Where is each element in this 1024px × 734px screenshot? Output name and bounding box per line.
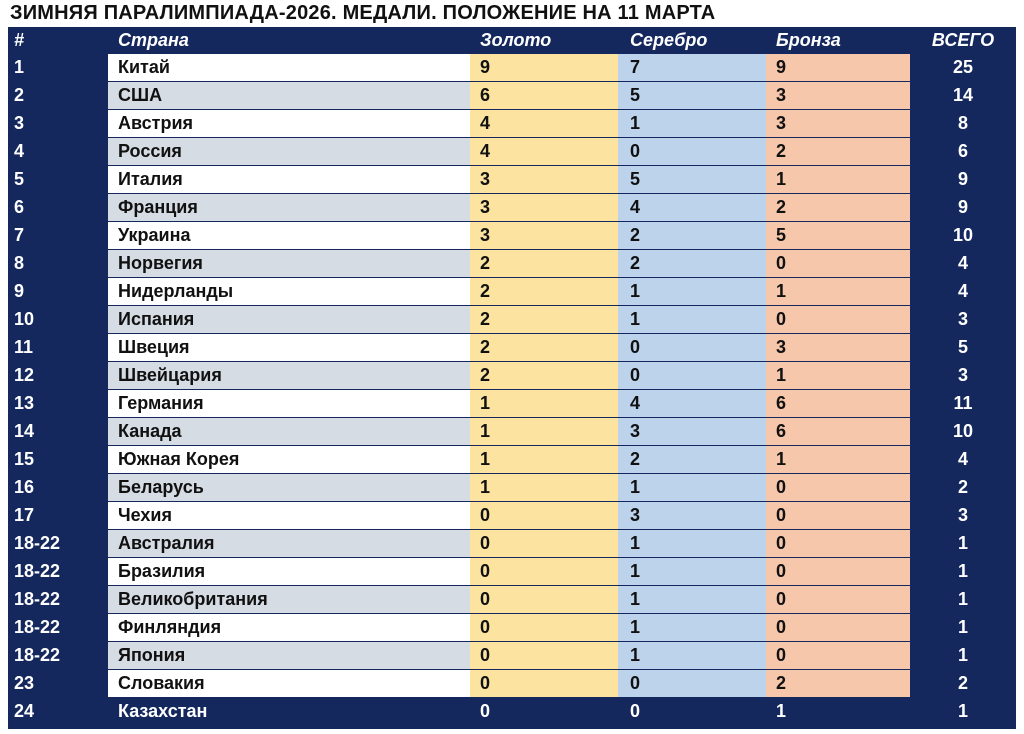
rank-cell: 23 (14, 673, 35, 693)
rank-cell: 8 (14, 253, 25, 273)
country-cell: Япония (108, 642, 470, 670)
bronze-cell: 5 (766, 222, 910, 250)
table-row (8, 194, 1016, 222)
gold-cell: 0 (470, 698, 618, 726)
bronze-cell: 2 (766, 194, 910, 222)
header-silver: Серебро (630, 30, 708, 50)
country-cell: США (108, 82, 470, 110)
gold-cell: 0 (470, 614, 618, 642)
silver-cell: 1 (618, 586, 766, 614)
header-bronze: Бронза (776, 30, 841, 50)
bronze-cell: 6 (766, 390, 910, 418)
total-cell: 6 (957, 141, 968, 161)
silver-cell: 1 (618, 278, 766, 306)
country-cell: Казахстан (108, 698, 470, 726)
silver-cell: 0 (618, 334, 766, 362)
gold-cell: 1 (470, 418, 618, 446)
gold-cell: 0 (470, 530, 618, 558)
country-cell: Италия (108, 166, 470, 194)
silver-cell: 4 (618, 194, 766, 222)
total-cell: 1 (957, 617, 968, 637)
rank-cell: 24 (14, 701, 35, 721)
table-row (8, 334, 1016, 362)
silver-cell: 3 (618, 418, 766, 446)
silver-cell: 5 (618, 166, 766, 194)
country-cell: Китай (108, 54, 470, 82)
page-title: ЗИМНЯЯ ПАРАЛИМПИАДА-2026. МЕДАЛИ. ПОЛОЖЕНИЕ НА 11 МАРТА (10, 2, 716, 24)
country-cell: Норвегия (108, 250, 470, 278)
table-row (8, 670, 1016, 698)
bronze-cell: 0 (766, 306, 910, 334)
total-cell: 3 (957, 365, 968, 385)
country-cell: Германия (108, 390, 470, 418)
total-cell: 2 (957, 673, 968, 693)
rank-cell: 9 (14, 281, 25, 301)
gold-cell: 2 (470, 362, 618, 390)
rank-cell: 14 (14, 421, 35, 441)
country-cell: Австралия (108, 530, 470, 558)
rank-cell: 5 (14, 169, 25, 189)
bronze-cell: 6 (766, 418, 910, 446)
country-cell: Россия (108, 138, 470, 166)
rank-cell: 3 (14, 113, 25, 133)
table-row (8, 250, 1016, 278)
gold-cell: 1 (470, 474, 618, 502)
silver-cell: 1 (618, 474, 766, 502)
gold-cell: 3 (470, 166, 618, 194)
bronze-cell: 0 (766, 250, 910, 278)
country-cell: Нидерланды (108, 278, 470, 306)
country-cell: Швейцария (108, 362, 470, 390)
silver-cell: 1 (618, 642, 766, 670)
bronze-cell: 1 (766, 278, 910, 306)
gold-cell: 2 (470, 334, 618, 362)
total-cell: 1 (957, 533, 968, 553)
bronze-cell: 0 (766, 474, 910, 502)
gold-cell: 3 (470, 194, 618, 222)
rank-cell: 6 (14, 197, 25, 217)
bronze-cell: 0 (766, 642, 910, 670)
rank-cell: 1 (14, 57, 25, 77)
table-row (8, 138, 1016, 166)
table-row (8, 306, 1016, 334)
bronze-cell: 0 (766, 586, 910, 614)
table-row (8, 698, 1016, 726)
rank-cell: 18-22 (14, 533, 61, 553)
silver-cell: 0 (618, 138, 766, 166)
gold-cell: 0 (470, 670, 618, 698)
country-cell: Чехия (108, 502, 470, 530)
bronze-cell: 1 (766, 362, 910, 390)
total-cell: 14 (952, 85, 974, 105)
silver-cell: 2 (618, 222, 766, 250)
total-cell: 10 (952, 225, 974, 245)
bronze-cell: 2 (766, 138, 910, 166)
silver-cell: 0 (618, 362, 766, 390)
table-row (8, 642, 1016, 670)
total-cell: 9 (957, 169, 968, 189)
rank-cell: 7 (14, 225, 25, 245)
silver-cell: 7 (618, 54, 766, 82)
header-rank: # (14, 30, 25, 50)
gold-cell: 1 (470, 390, 618, 418)
country-cell: Австрия (108, 110, 470, 138)
rank-cell: 18-22 (14, 645, 61, 665)
total-cell: 10 (952, 421, 974, 441)
total-cell: 1 (957, 701, 968, 721)
table-row (8, 54, 1016, 82)
total-cell: 3 (957, 505, 968, 525)
bronze-cell: 9 (766, 54, 910, 82)
silver-cell: 4 (618, 390, 766, 418)
table-row (8, 502, 1016, 530)
country-cell: Словакия (108, 670, 470, 698)
table-row (8, 418, 1016, 446)
header-total: ВСЕГО (931, 30, 995, 50)
country-cell: Канада (108, 418, 470, 446)
table-row (8, 362, 1016, 390)
silver-cell: 0 (618, 670, 766, 698)
total-cell: 3 (957, 309, 968, 329)
table-row (8, 530, 1016, 558)
bronze-cell: 0 (766, 558, 910, 586)
header-country: Страна (118, 30, 189, 50)
bronze-cell: 0 (766, 530, 910, 558)
country-cell: Беларусь (108, 474, 470, 502)
gold-cell: 4 (470, 110, 618, 138)
country-cell: Бразилия (108, 558, 470, 586)
table-row (8, 558, 1016, 586)
total-cell: 1 (957, 561, 968, 581)
silver-cell: 1 (618, 558, 766, 586)
total-cell: 4 (957, 449, 968, 469)
rank-cell: 18-22 (14, 617, 61, 637)
table-row (8, 390, 1016, 418)
table-row (8, 110, 1016, 138)
silver-cell: 3 (618, 502, 766, 530)
silver-cell: 1 (618, 110, 766, 138)
silver-cell: 1 (618, 614, 766, 642)
total-cell: 2 (957, 477, 968, 497)
silver-cell: 1 (618, 306, 766, 334)
table-row (8, 278, 1016, 306)
gold-cell: 0 (470, 502, 618, 530)
silver-cell: 2 (618, 446, 766, 474)
country-cell: Украина (108, 222, 470, 250)
total-cell: 4 (957, 253, 968, 273)
gold-cell: 4 (470, 138, 618, 166)
bronze-cell: 3 (766, 110, 910, 138)
silver-cell: 0 (618, 698, 766, 726)
total-cell: 25 (952, 57, 974, 77)
header-gold: Золото (480, 30, 552, 50)
rank-cell: 4 (14, 141, 25, 161)
medal-table-container (8, 27, 1016, 729)
silver-cell: 5 (618, 82, 766, 110)
rank-cell: 15 (14, 449, 35, 469)
country-cell: Швеция (108, 334, 470, 362)
total-cell: 5 (957, 337, 968, 357)
country-cell: Франция (108, 194, 470, 222)
bronze-cell: 2 (766, 670, 910, 698)
medal-table (8, 27, 1016, 725)
table-row (8, 82, 1016, 110)
bronze-cell: 1 (766, 446, 910, 474)
total-cell: 1 (957, 589, 968, 609)
table-row (8, 586, 1016, 614)
rank-cell: 18-22 (14, 589, 61, 609)
rank-cell: 17 (14, 505, 35, 525)
bronze-cell: 0 (766, 502, 910, 530)
table-body (8, 54, 1016, 725)
table-row (8, 166, 1016, 194)
gold-cell: 3 (470, 222, 618, 250)
table-row (8, 614, 1016, 642)
silver-cell: 1 (618, 530, 766, 558)
rank-cell: 16 (14, 477, 35, 497)
table-row (8, 446, 1016, 474)
rank-cell: 12 (14, 365, 35, 385)
gold-cell: 2 (470, 250, 618, 278)
gold-cell: 9 (470, 54, 618, 82)
table-row (8, 474, 1016, 502)
rank-cell: 11 (14, 337, 34, 357)
country-cell: Великобритания (108, 586, 470, 614)
rank-cell: 10 (14, 309, 35, 329)
total-cell: 9 (957, 197, 968, 217)
rank-cell: 2 (14, 85, 25, 105)
bronze-cell: 3 (766, 82, 910, 110)
country-cell: Южная Корея (108, 446, 470, 474)
bronze-cell: 0 (766, 614, 910, 642)
rank-cell: 13 (14, 393, 35, 413)
gold-cell: 0 (470, 642, 618, 670)
total-cell: 4 (957, 281, 968, 301)
silver-cell: 2 (618, 250, 766, 278)
total-cell: 1 (957, 645, 968, 665)
rank-cell: 18-22 (14, 561, 61, 581)
total-cell: 11 (953, 393, 973, 413)
gold-cell: 6 (470, 82, 618, 110)
gold-cell: 1 (470, 446, 618, 474)
gold-cell: 0 (470, 558, 618, 586)
bronze-cell: 3 (766, 334, 910, 362)
table-row (8, 222, 1016, 250)
country-cell: Финляндия (108, 614, 470, 642)
gold-cell: 0 (470, 586, 618, 614)
total-cell: 8 (957, 113, 968, 133)
country-cell: Испания (108, 306, 470, 334)
bronze-cell: 1 (766, 698, 910, 726)
gold-cell: 2 (470, 306, 618, 334)
gold-cell: 2 (470, 278, 618, 306)
table-header-row (8, 27, 1016, 54)
bronze-cell: 1 (766, 166, 910, 194)
